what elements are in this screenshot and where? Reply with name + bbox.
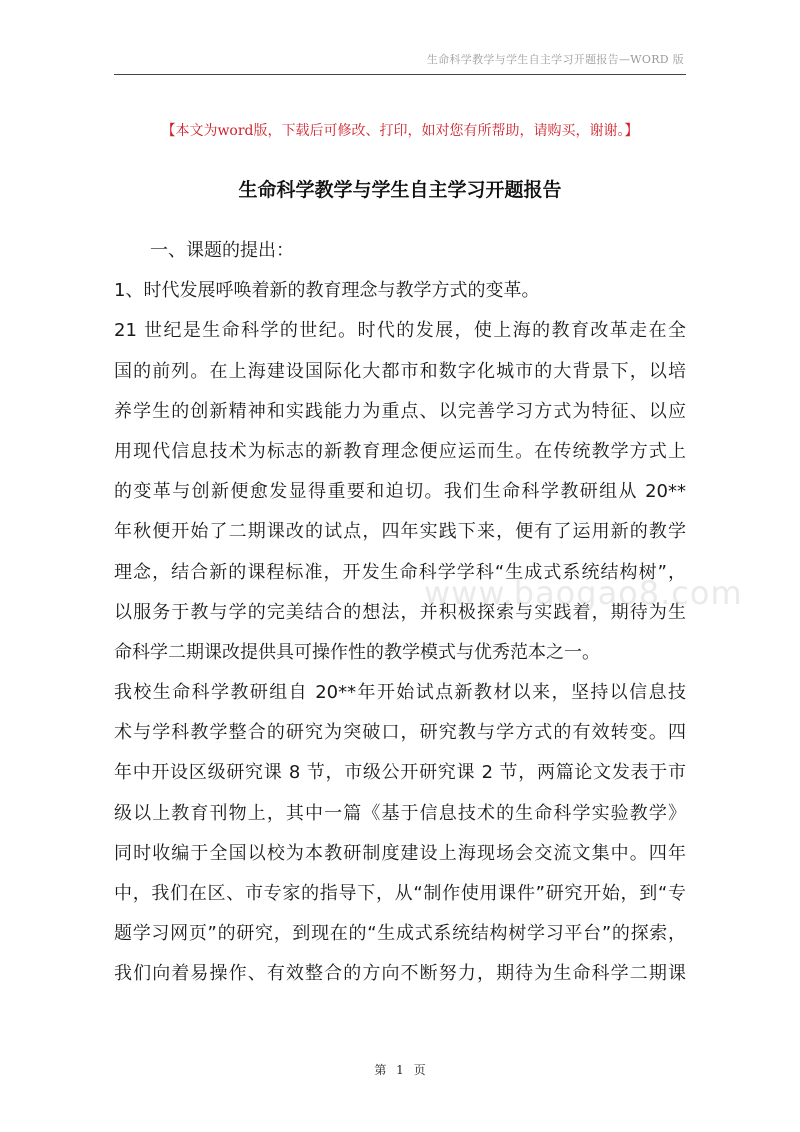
- paragraph-line: 以服务于教与学的完美结合的想法，并积极探索与实践着，期待为生: [114, 601, 686, 623]
- footer-suffix: 页: [413, 1063, 426, 1077]
- page-footer: [0, 1061, 800, 1078]
- running-header: 生命科学教学与学生自主学习开题报告—WORD 版: [426, 53, 684, 66]
- paragraph-line: 年中开设区级研究课 8 节，市级公开研究课 2 节，两篇论文发表于市: [114, 762, 686, 784]
- paragraph-line: 用现代信息技术为标志的新教育理念便应运而生。在传统教学方式上: [114, 440, 686, 462]
- paragraph-line: 的变革与创新便愈发显得重要和迫切。我们生命科学教研组从 20**: [114, 481, 686, 503]
- document-title: 生命科学教学与学生自主学习开题报告: [238, 179, 562, 201]
- section-heading: 一、课题的提出：: [150, 240, 294, 261]
- paragraph-line: 命科学二期课改提供具可操作性的教学模式与优秀范本之一。: [114, 641, 600, 663]
- paragraph-line: 养学生的创新精神和实践能力为重点、以完善学习方式为特征、以应: [114, 400, 686, 422]
- watermark: www.baogao8.com: [424, 574, 743, 612]
- paragraph-line: 同时收编于全国以校为本教研制度建设上海现场会交流文集中。四年: [114, 842, 686, 864]
- paragraph-line: 中，我们在区、市专家的指导下，从“制作使用课件”研究开始，到“专: [114, 883, 686, 904]
- paragraph-line: 国的前列。在上海建设国际化大都市和数字化城市的大背景下，以培: [114, 360, 686, 382]
- paragraph-line: 我校生命科学教研组自 20**年开始试点新教材以来，坚持以信息技: [114, 682, 686, 704]
- paragraph-line: 术与学科教学整合的研究为突破口，研究教与学方式的有效转变。四: [114, 722, 686, 744]
- page-number: 1: [396, 1063, 404, 1077]
- paragraph-line: 题学习网页”的研究，到现在的“生成式系统结构树学习平台”的探索，: [114, 923, 686, 945]
- paragraph-line: 年秋便开始了二期课改的试点，四年实践下来，便有了运用新的教学: [114, 521, 686, 543]
- paragraph-line: 级以上教育刊物上，其中一篇《基于信息技术的生命科学实验教学》: [114, 802, 686, 824]
- body-text: [114, 231, 686, 995]
- subsection-heading: 1、时代发展呼唤着新的教育理念与教学方式的变革。: [114, 280, 540, 302]
- paragraph-line: 理念，结合新的课程标准，开发生命科学学科“生成式系统结构树”，: [114, 561, 686, 583]
- header-divider: [114, 74, 686, 75]
- paragraph-line: 21 世纪是生命科学的世纪。时代的发展，使上海的教育改革走在全: [114, 320, 686, 342]
- paragraph-line: 我们向着易操作、有效整合的方向不断努力，期待为生命科学二期课: [114, 963, 686, 985]
- purchase-notice: 【本文为word版，下载后可修改、打印，如对您有所帮助，请购买，谢谢。】: [161, 123, 639, 139]
- footer-prefix: 第: [374, 1063, 387, 1077]
